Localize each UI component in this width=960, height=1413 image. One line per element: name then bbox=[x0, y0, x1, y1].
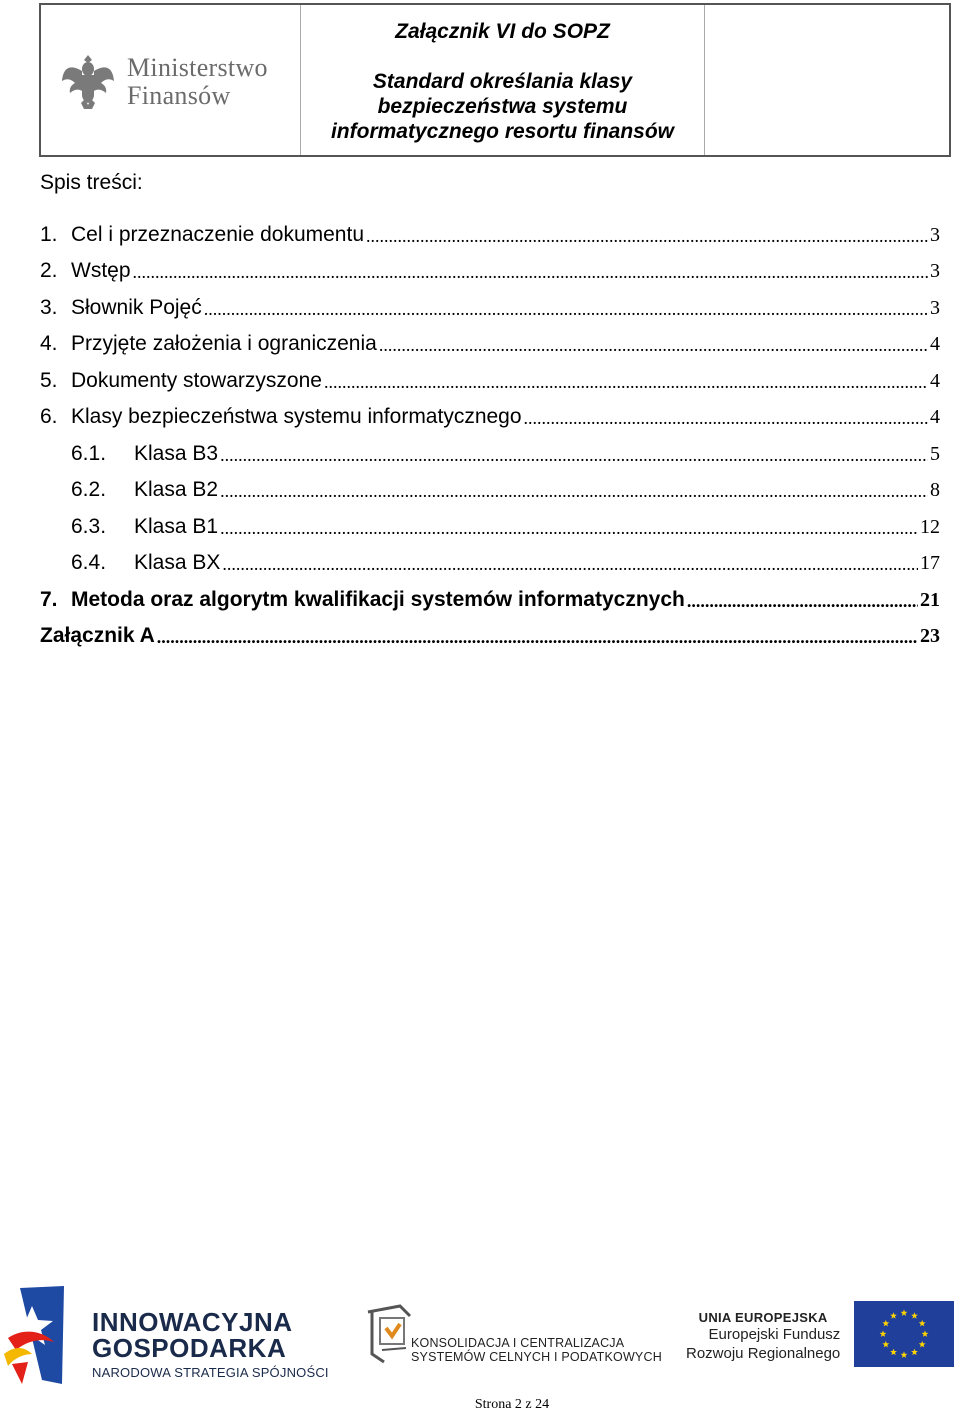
toc-entry-page: 4 bbox=[930, 333, 940, 355]
table-of-contents bbox=[40, 210, 940, 648]
annex-title: Załącznik VI do SOPZ bbox=[395, 20, 610, 43]
eu-flag-icon bbox=[854, 1301, 954, 1367]
dot-leader bbox=[220, 481, 928, 502]
ig-line-2: GOSPODARKA bbox=[92, 1333, 287, 1363]
toc-entry-page: 21 bbox=[920, 588, 940, 611]
toc-entry-label: Klasa B1 bbox=[134, 514, 219, 538]
dot-leader bbox=[220, 445, 928, 466]
header-logo-cell bbox=[41, 5, 301, 155]
dot-leader bbox=[687, 591, 918, 612]
toc-entry-page: 12 bbox=[920, 515, 940, 538]
page-number: Strona 2 z 24 bbox=[474, 1397, 550, 1412]
toc-entry-page: 23 bbox=[920, 625, 940, 647]
toc-entry-6[interactable] bbox=[40, 393, 940, 430]
toc-entry-6-1[interactable] bbox=[40, 429, 940, 466]
toc-entry-number: 6. bbox=[40, 405, 58, 428]
logo-line-2: Finansów bbox=[127, 81, 231, 110]
toc-entry-number: 4. bbox=[40, 332, 58, 355]
header-title-cell bbox=[301, 5, 705, 155]
toc-entry-number: 6.2. bbox=[71, 478, 107, 501]
standard-line-2: bezpieczeństwa systemu bbox=[377, 95, 628, 118]
logo-line-1: Ministerstwo bbox=[127, 53, 268, 82]
toc-entry-page: 4 bbox=[930, 369, 940, 392]
toc-entry-number: 6.4. bbox=[71, 551, 107, 574]
toc-entry-label: Metoda oraz algorytm kwalifikacji systemów informatycznych bbox=[71, 587, 685, 611]
toc-entry-label: Dokumenty stowarzyszone bbox=[71, 368, 322, 392]
eu-fund-label bbox=[686, 1310, 840, 1363]
toc-entry-number: 6.1. bbox=[71, 441, 107, 465]
toc-entry-page: 4 bbox=[930, 406, 940, 428]
toc-entry-page: 17 bbox=[920, 552, 940, 574]
toc-entry-page: 3 bbox=[930, 260, 940, 282]
toc-entry-page: 3 bbox=[930, 223, 940, 246]
dot-leader bbox=[324, 372, 928, 393]
toc-heading: Spis treści: bbox=[40, 171, 143, 194]
toc-entry-label: Klasa B3 bbox=[134, 441, 219, 465]
kons-line-1: KONSOLIDACJA I CENTRALIZACJA bbox=[411, 1336, 625, 1350]
toc-entry-page: 3 bbox=[930, 296, 940, 319]
dot-leader bbox=[220, 518, 918, 539]
ue-line-2: Europejski Fundusz bbox=[708, 1326, 841, 1343]
toc-entry-label: Klasa BX bbox=[134, 551, 221, 574]
dot-leader bbox=[379, 335, 928, 356]
toc-entry-label: Załącznik A bbox=[40, 624, 155, 647]
toc-entry-number: 7. bbox=[40, 587, 58, 611]
toc-entry-6-4[interactable] bbox=[40, 539, 940, 576]
toc-entry-7[interactable] bbox=[40, 575, 940, 612]
eagle-emblem-icon bbox=[61, 51, 115, 113]
ig-line-3: NARODOWA STRATEGIA SPÓJNOŚCI bbox=[92, 1365, 329, 1380]
toc-entry-6-2[interactable] bbox=[40, 466, 940, 503]
dot-leader bbox=[524, 408, 928, 429]
ue-line-3: Rozwoju Regionalnego bbox=[686, 1345, 841, 1362]
toc-entry-number: 2. bbox=[40, 259, 58, 282]
dot-leader bbox=[366, 226, 928, 247]
toc-entry-1[interactable] bbox=[40, 210, 940, 247]
toc-entry-label: Cel i przeznaczenie dokumentu bbox=[71, 222, 364, 246]
toc-entry-2[interactable] bbox=[40, 247, 940, 284]
toc-entry-label: Klasy bezpieczeństwa systemu informatycznego bbox=[71, 405, 522, 428]
ig-line-1: INNOWACYJNA bbox=[92, 1307, 293, 1337]
toc-entry-4[interactable] bbox=[40, 320, 940, 357]
toc-entry-annex-a[interactable] bbox=[40, 612, 940, 649]
standard-line-3: informatycznego resortu finansów bbox=[330, 120, 675, 143]
toc-entry-6-3[interactable] bbox=[40, 502, 940, 539]
toc-entry-page: 8 bbox=[930, 479, 940, 501]
toc-entry-number: 5. bbox=[40, 368, 58, 392]
ue-line-1: UNIA EUROPEJSKA bbox=[698, 1310, 828, 1325]
toc-entry-number: 3. bbox=[40, 295, 58, 319]
konsolidacja-emblem-icon bbox=[366, 1304, 412, 1364]
innowacyjna-gospodarka-star-icon bbox=[2, 1284, 68, 1388]
dot-leader bbox=[204, 299, 928, 320]
kons-line-2: SYSTEMÓW CELNYCH I PODATKOWYCH bbox=[411, 1350, 662, 1364]
ministry-logo bbox=[61, 51, 268, 113]
toc-entry-5[interactable] bbox=[40, 356, 940, 393]
header-empty-cell bbox=[705, 5, 949, 155]
innowacyjna-gospodarka-logo bbox=[92, 1309, 329, 1380]
dot-leader bbox=[222, 554, 918, 575]
toc-entry-number: 1. bbox=[40, 222, 58, 246]
standard-title bbox=[301, 69, 704, 144]
toc-entry-number: 6.3. bbox=[71, 514, 107, 538]
toc-entry-page: 5 bbox=[930, 442, 940, 465]
konsolidacja-logo bbox=[411, 1336, 662, 1364]
toc-entry-label: Przyjęte założenia i ograniczenia bbox=[71, 332, 377, 355]
dot-leader bbox=[157, 627, 918, 648]
toc-entry-label: Wstęp bbox=[71, 259, 131, 282]
toc-entry-label: Klasa B2 bbox=[134, 478, 219, 501]
dot-leader bbox=[133, 262, 928, 283]
ministry-name bbox=[127, 54, 268, 110]
toc-entry-label: Słownik Pojęć bbox=[71, 295, 202, 319]
standard-line-1: Standard określania klasy bbox=[372, 70, 633, 93]
document-header bbox=[39, 3, 951, 157]
toc-entry-3[interactable] bbox=[40, 283, 940, 320]
